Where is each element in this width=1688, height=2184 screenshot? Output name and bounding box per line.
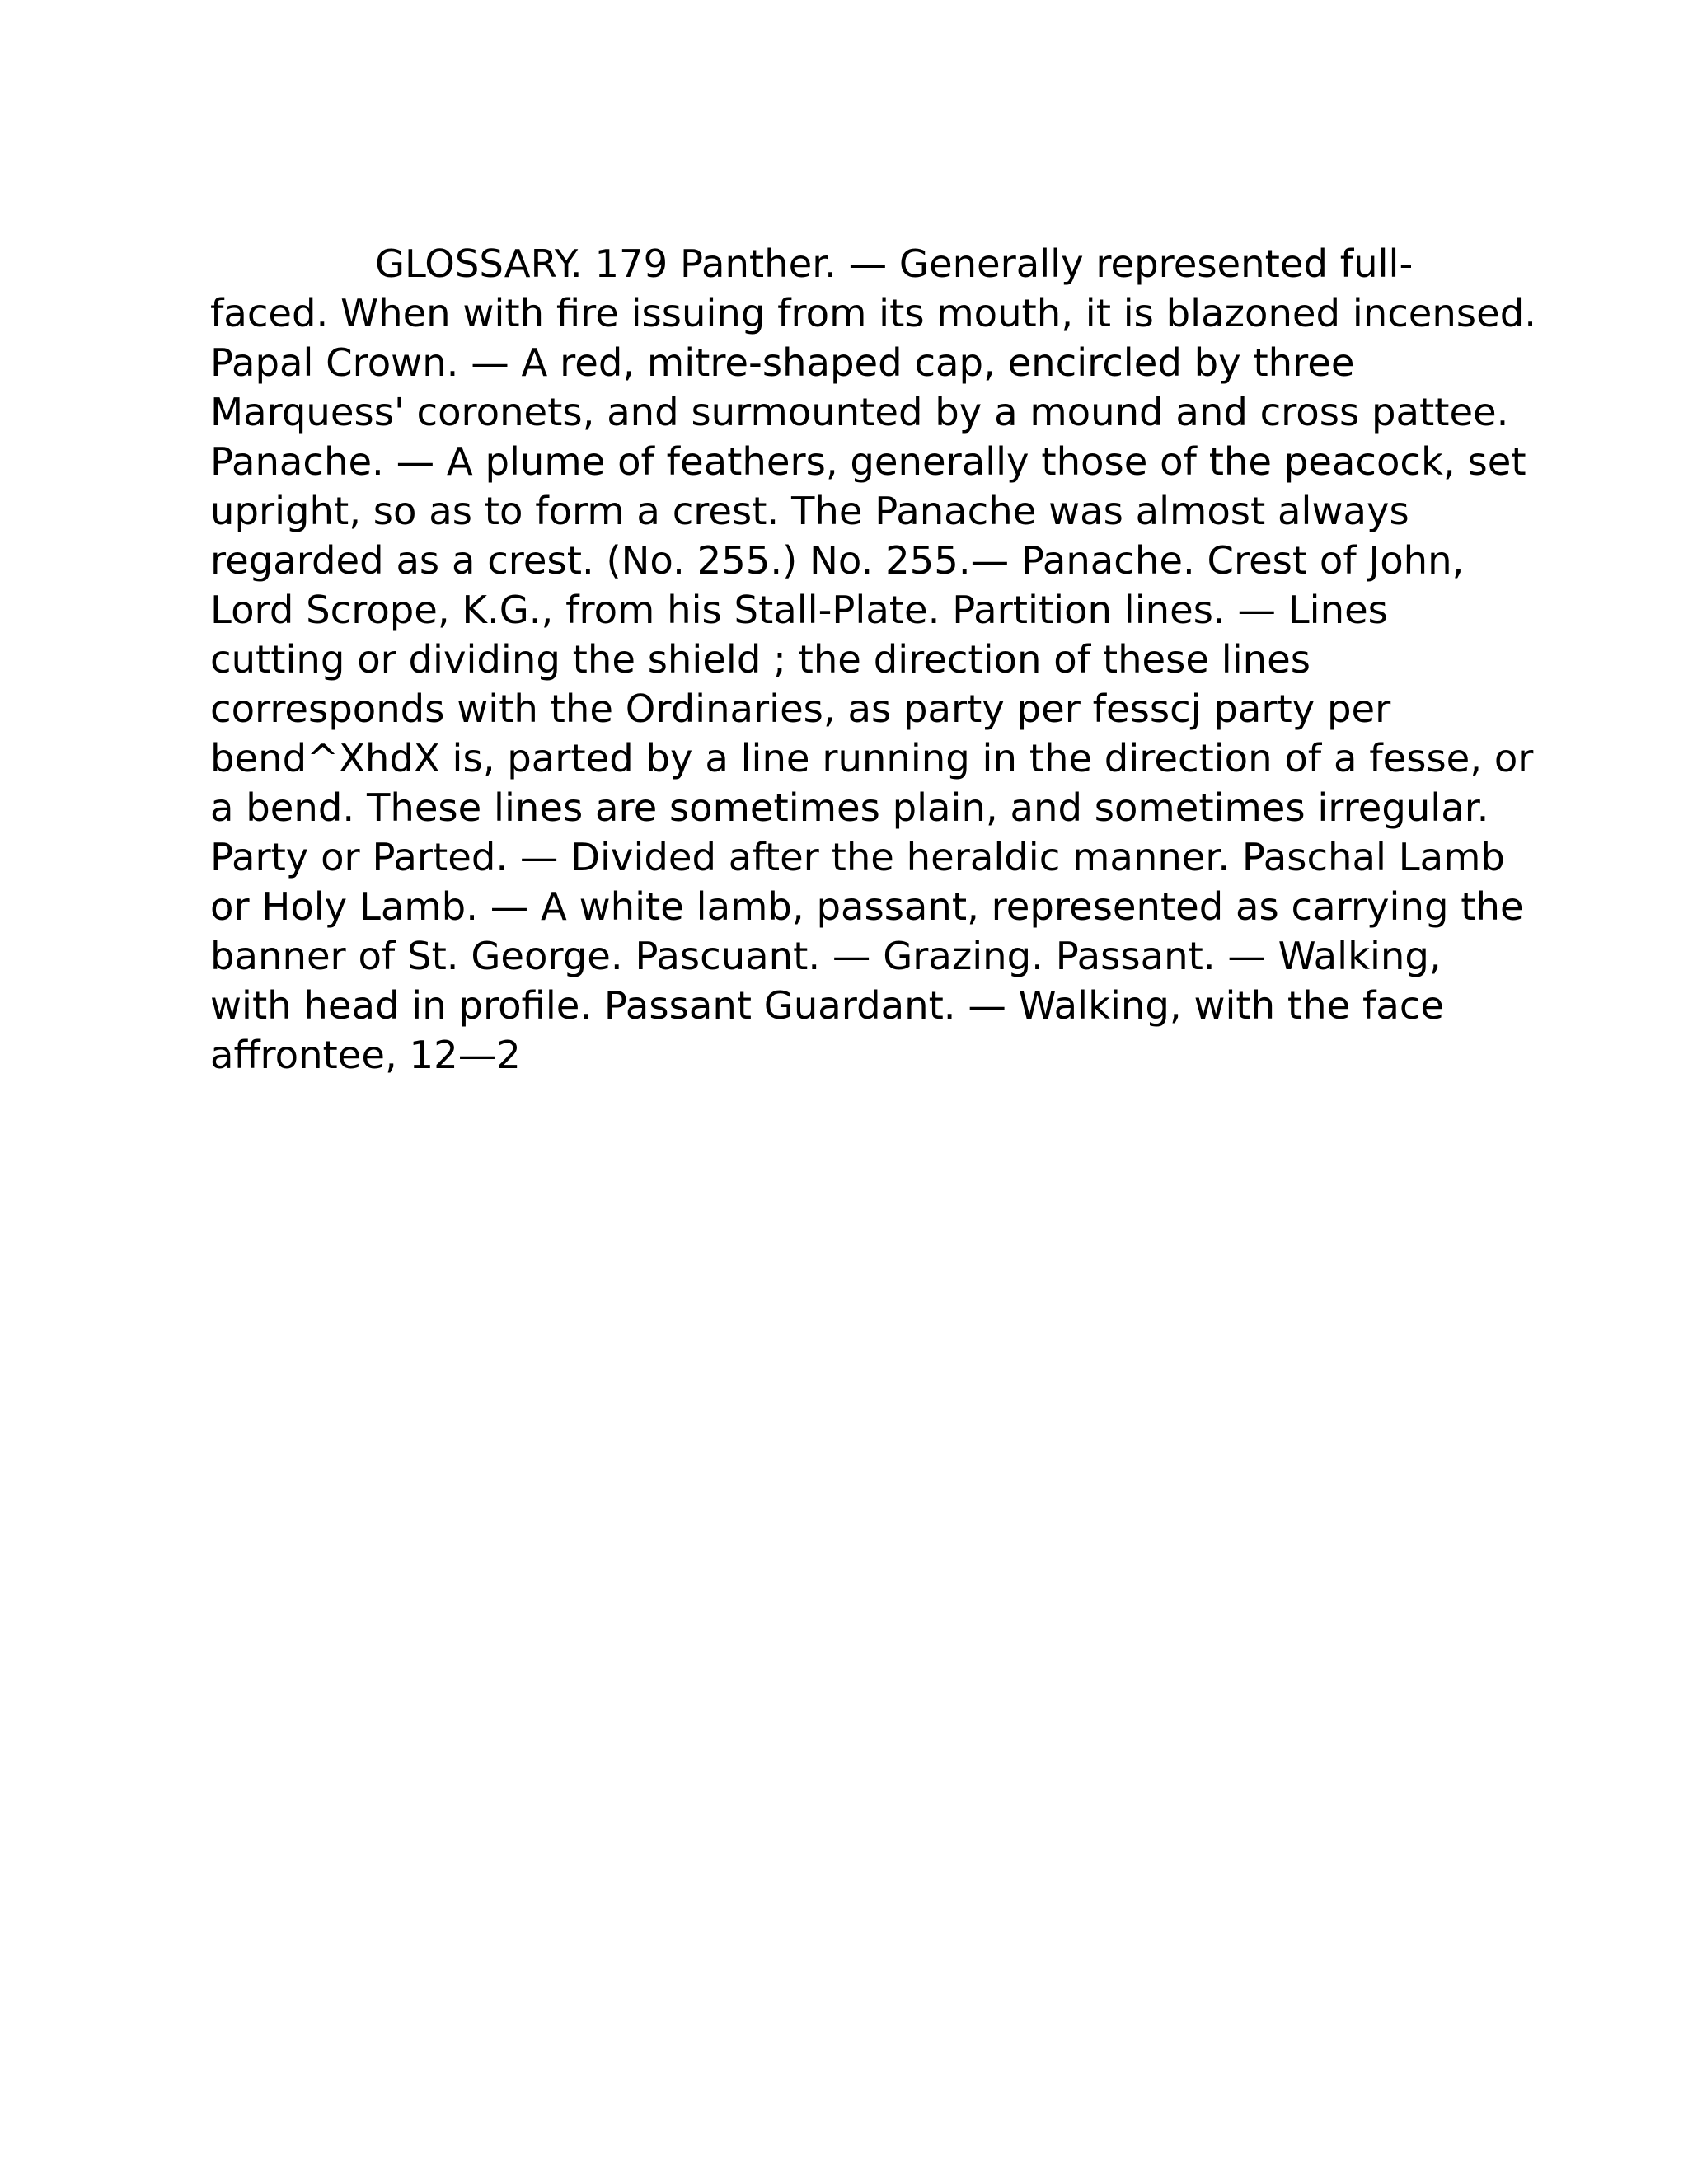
text-line: cutting or dividing the shield ; the direction of these lines [210,637,1311,682]
text-line: GLOSSARY. 179 Panther. — Generally represented full- [375,241,1414,286]
text-line: affrontee, 12—2 [210,1033,521,1077]
text-line: Panache. — A plume of feathers, generally those of the peacock, set [210,439,1526,484]
text-line: regarded as a crest. (No. 255.) No. 255.— Panache. Crest of John, [210,538,1465,583]
text-line: corresponds with the Ordinaries, as party per fesscj party per [210,687,1391,731]
text-line: faced. When with fire issuing from its mouth, it is blazoned incensed. [210,291,1536,335]
text-line: Marquess' coronets, and surmounted by a mound and cross pattee. [210,390,1509,434]
text-line: bend^XhdX is, parted by a line running in the direction of a fesse, or [210,736,1534,780]
text-line: a bend. These lines are sometimes plain, and sometimes irregular. [210,785,1489,830]
text-line: banner of St. George. Pascuant. — Grazing. Passant. — Walking, [210,934,1442,978]
glossary-text-block [210,239,1536,1080]
text-line: upright, so as to form a crest. The Panache was almost always [210,489,1409,533]
text-line: with head in profile. Passant Guardant. — Walking, with the face [210,983,1445,1028]
text-line: Party or Parted. — Divided after the heraldic manner. Paschal Lamb [210,835,1505,879]
text-line: Papal Crown. — A red, mitre-shaped cap, encircled by three [210,340,1355,385]
text-line: or Holy Lamb. — A white lamb, passant, represented as carrying the [210,884,1524,929]
text-line: Lord Scrope, K.G., from his Stall-Plate. Partition lines. — Lines [210,588,1388,632]
